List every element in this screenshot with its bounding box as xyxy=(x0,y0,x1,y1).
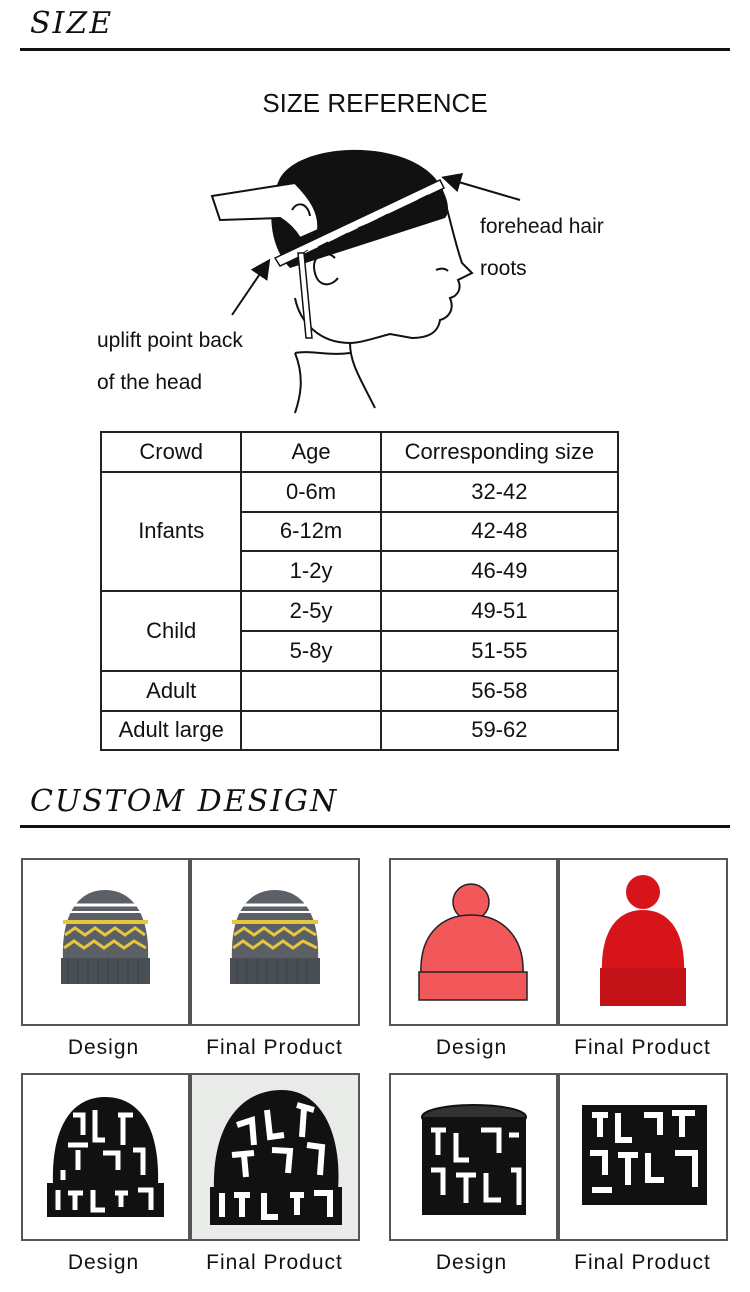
design-bw-beanie-card[interactable] xyxy=(21,1073,190,1241)
size-cell: 56-58 xyxy=(381,671,618,711)
size-cell: 42-48 xyxy=(381,512,618,552)
head-measurement-illustration xyxy=(200,138,490,418)
table-row xyxy=(101,671,618,711)
table-row xyxy=(101,711,618,751)
size-reference-title: SIZE REFERENCE xyxy=(262,88,488,118)
header-age: Age xyxy=(241,432,380,472)
caption-final-product: Final Product xyxy=(206,1251,343,1274)
annotation-forehead-line2: roots xyxy=(480,257,527,280)
table-header-row xyxy=(101,432,618,472)
table-row xyxy=(101,472,618,512)
age-cell xyxy=(241,711,380,751)
size-heading-rule xyxy=(20,48,730,51)
annotation-forehead-line1: forehead hair xyxy=(480,215,604,238)
annotation-back-line1: uplift point back xyxy=(97,329,243,352)
size-cell: 51-55 xyxy=(381,631,618,671)
caption-design: Design xyxy=(67,1036,140,1059)
final-grey-beanie-card[interactable] xyxy=(190,858,360,1026)
final-bw-beanie-card[interactable] xyxy=(190,1073,360,1241)
group-adult-large: Adult large xyxy=(101,711,241,751)
header-crowd: Crowd xyxy=(101,432,241,472)
caption-design: Design xyxy=(435,1036,508,1059)
age-cell: 5-8y xyxy=(241,631,380,671)
group-adult: Adult xyxy=(101,671,241,711)
age-cell: 2-5y xyxy=(241,591,380,631)
grey-beanie-final-image xyxy=(192,860,358,1024)
size-table xyxy=(100,431,619,751)
age-cell: 6-12m xyxy=(241,512,380,552)
final-red-beanie-card[interactable] xyxy=(558,858,728,1026)
caption-final-product: Final Product xyxy=(574,1036,711,1059)
annotation-back-of-head xyxy=(97,320,243,404)
annotation-forehead xyxy=(480,206,604,290)
caption-design: Design xyxy=(435,1251,508,1274)
red-beanie-design-image xyxy=(391,860,556,1024)
caption-final-product: Final Product xyxy=(206,1036,343,1059)
custom-design-rule xyxy=(20,825,730,828)
caption-design: Design xyxy=(67,1251,140,1274)
age-cell xyxy=(241,671,380,711)
annotation-back-line2: of the head xyxy=(97,371,203,394)
table-row xyxy=(101,591,618,631)
red-beanie-final-image xyxy=(560,860,726,1024)
custom-design-heading: CUSTOM DESIGN xyxy=(30,784,339,819)
grey-beanie-design-image xyxy=(23,860,188,1024)
bw-neckwarmer-design-image xyxy=(391,1075,556,1239)
final-bw-neckwarmer-card[interactable] xyxy=(558,1073,728,1241)
group-child: Child xyxy=(101,591,241,671)
size-cell: 32-42 xyxy=(381,472,618,512)
size-cell: 59-62 xyxy=(381,711,618,751)
caption-final-product: Final Product xyxy=(574,1251,711,1274)
bw-neckwarmer-final-image xyxy=(560,1075,726,1239)
size-cell: 46-49 xyxy=(381,551,618,591)
bw-beanie-design-image xyxy=(23,1075,188,1239)
header-size: Corresponding size xyxy=(381,432,618,472)
size-heading: SIZE xyxy=(30,6,114,41)
design-grey-beanie-card[interactable] xyxy=(21,858,190,1026)
age-cell: 0-6m xyxy=(241,472,380,512)
design-red-beanie-card[interactable] xyxy=(389,858,558,1026)
group-infants: Infants xyxy=(101,472,241,591)
age-cell: 1-2y xyxy=(241,551,380,591)
size-cell: 49-51 xyxy=(381,591,618,631)
bw-beanie-final-image xyxy=(192,1075,358,1239)
design-bw-neckwarmer-card[interactable] xyxy=(389,1073,558,1241)
